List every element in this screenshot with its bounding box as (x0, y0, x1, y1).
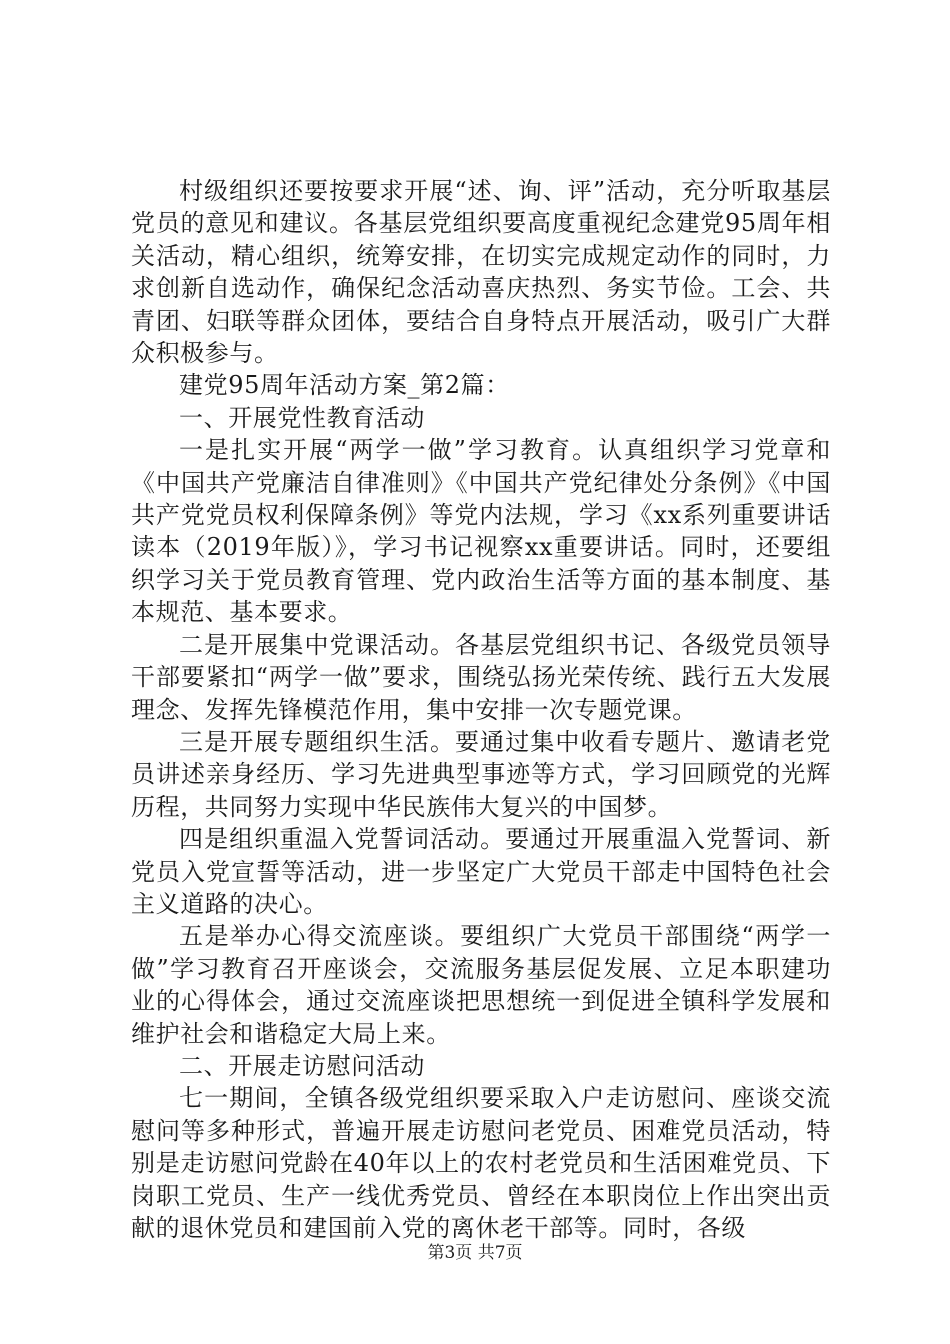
section-heading-visits: 二、开展走访慰问活动 (179, 1051, 425, 1080)
paragraph-1: 村级组织还要按要求开展“述、询、评”活动，充分听取基层党员的意见和建议。各基层党组织要高度重视纪念建党95周年相关活动，精心组织，统筹安排，在切实完成规定动作的同时，力求创新自选动作，确保纪念活动喜庆热烈、务实节俭。工会、共青团、妇联等群众团体，要结合自身特点开展活动，吸引广大群众积极参与。 (131, 177, 831, 368)
paragraph-study-education: 一是扎实开展“两学一做”学习教育。认真组织学习党章和《中国共产党廉洁自律准则》《中国共产党纪律处分条例》《中国共产党党员权利保障条例》等党内法规，学习《xx系列重要讲话读本（2019年版）》，学习书记视察xx重要讲话。同时，还要组织学习关于党员教育管理、党内政治生活等方面的基本制度、基本规范、基本要求。 (131, 436, 831, 627)
paragraph-organization-life: 三是开展专题组织生活。要通过集中收看专题片、邀请老党员讲述亲身经历、学习先进典型事迹等方式，学习回顾党的光辉历程，共同努力实现中华民族伟大复兴的中国梦。 (131, 727, 831, 821)
paragraph-oath-review: 四是组织重温入党誓词活动。要通过开展重温入党誓词、新党员入党宣誓等活动，进一步坚定广大党员干部走中国特色社会主义道路的决心。 (131, 825, 831, 918)
section-heading-plan-2: 建党95周年活动方案_第2篇： (179, 371, 510, 400)
document-body (131, 175, 831, 1244)
paragraph-visits: 七一期间，全镇各级党组织要采取入户走访慰问、座谈交流慰问等多种形式，普遍开展走访慰问老党员、困难党员活动，特别是走访慰问党龄在40年以上的农村老党员和生活困难党员、下岗职工党员、生产一线优秀党员、曾经在本职岗位上作出突出贡献的退休党员和建国前入党的离休老干部等。同时，各级 (131, 1084, 831, 1242)
section-heading-party-education: 一、开展党性教育活动 (179, 403, 425, 432)
paragraph-party-lecture: 二是开展集中党课活动。各基层党组织书记、各级党员领导干部要紧扣“两学一做”要求，围绕弘扬光荣传统、践行五大发展理念、发挥先锋模范作用，集中安排一次专题党课。 (131, 630, 831, 724)
paragraph-experience-exchange: 五是举办心得交流座谈。要组织广大党员干部围绕“两学一做”学习教育召开座谈会，交流服务基层促发展、立足本职建功业的心得体会，通过交流座谈把思想统一到促进全镇科学发展和维护社会和谐稳定大局上来。 (131, 922, 831, 1048)
page-number-footer: 第3页 共7页 (427, 1243, 523, 1263)
